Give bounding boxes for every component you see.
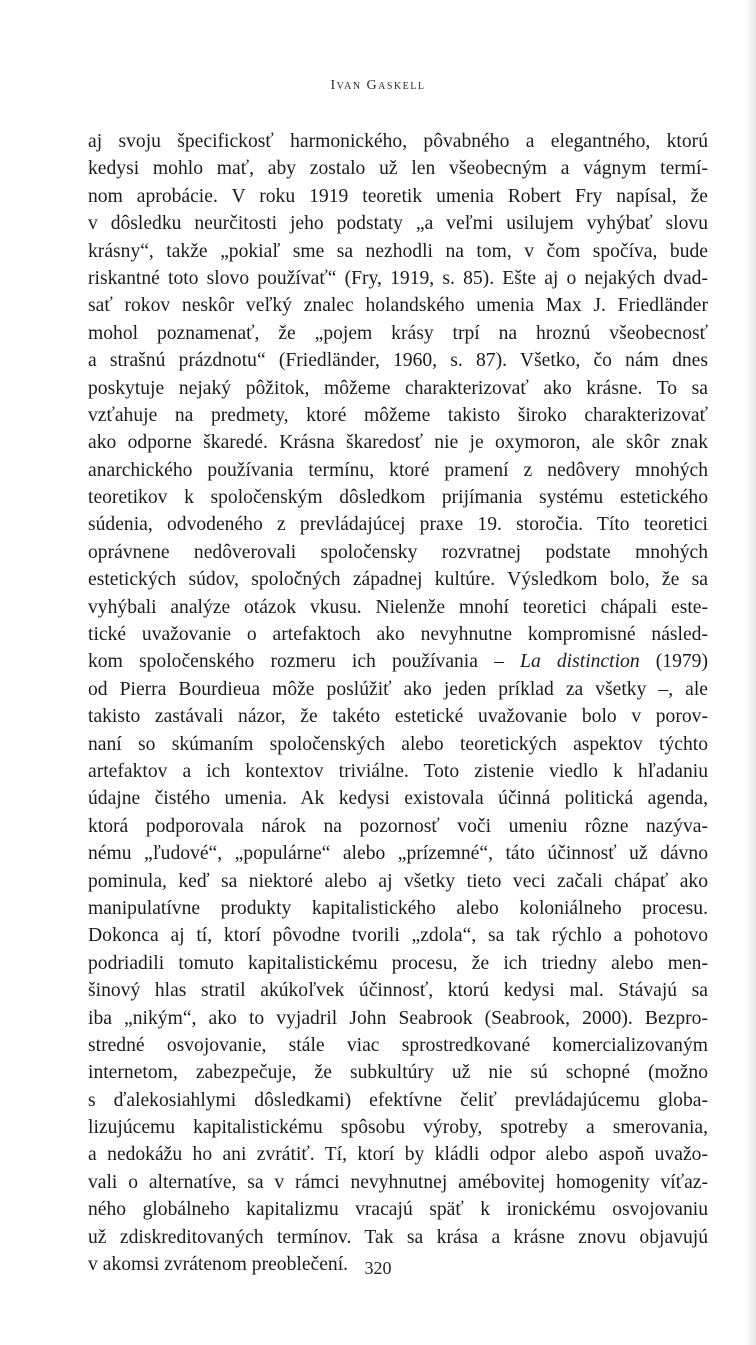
text-line: pominula, keď sa niektoré alebo aj všetky tieto veci začali chápať ako	[88, 870, 708, 892]
text-line: estetických súdov, spoločných západnej kultúre. Výsledkom bolo, že sa	[88, 569, 708, 591]
text-line: sať rokov neskôr veľký znalec holandského umenia Max J. Friedländer	[88, 295, 708, 317]
text-line: s ďalekosiahlymi dôsledkami) efektívne čeliť prevládajúcemu globa-	[88, 1089, 708, 1111]
text-line: podriadili tomuto kapitalistickému procesu, že ich triedny alebo men-	[88, 952, 708, 974]
text-line: internetom, zabezpečuje, že subkultúry už nie sú schopné (možno	[88, 1062, 708, 1084]
text-line: naní so skúmaním spoločenských alebo teoretických aspektov týchto	[88, 733, 708, 755]
text-line: teoretikov k spoločenským dôsledkom prijímania systému estetického	[88, 487, 708, 509]
text-line: riskantné toto slovo používať“ (Fry, 1919, s. 85). Ešte aj o nejakých dvad-	[88, 267, 708, 289]
text-line: údajne čistého umenia. Ak kedysi existovala účinná politická agenda,	[88, 788, 708, 810]
text-line: iba „nikým“, ako to vyjadril John Seabrook (Seabrook, 2000). Bezpro-	[88, 1007, 708, 1029]
text-line: poskytuje nejaký pôžitok, môžeme charakterizovať ako krásne. To sa	[88, 377, 708, 399]
page-number: 320	[364, 1258, 392, 1278]
text-line: artefaktov a ich kontextov triviálne. Toto zistenie viedlo k hľadaniu	[88, 760, 708, 782]
text-line: tické uvažovanie o artefaktoch ako nevyhnutne kompromisné násled-	[88, 624, 708, 646]
page-edge-shadow	[746, 0, 756, 1345]
body-text	[88, 128, 708, 1278]
text-line: šinový hlas stratil akúkoľvek účinnosť, ktorú kedysi mal. Stávajú sa	[88, 980, 708, 1002]
text-line: ného globálneho kapitalizmu vracajú späť k ironickému osvojovaniu	[88, 1199, 708, 1221]
text-line: ktorá podporovala nárok na pozornosť voči umeniu rôzne nazýva-	[88, 815, 708, 837]
text-line: manipulatívne produkty kapitalistického alebo koloniálneho procesu.	[88, 897, 708, 919]
text-line: stredné osvojovanie, stále viac sprostredkované komercializovaným	[88, 1034, 708, 1056]
text-line: ako odporne škaredé. Krásna škaredosť nie je oxymoron, ale skôr znak	[88, 432, 708, 454]
text-line: v dôsledku neurčitosti jeho podstaty „a veľmi usilujem vyhýbať slovu	[88, 213, 708, 235]
text-line: vyhýbali analýze otázok vkusu. Nielenže mnohí teoretici chápali este-	[88, 596, 708, 618]
text-line: oprávnene nedôverovali spoločensky rozvratnej podstate mnohých	[88, 541, 708, 563]
text-line: aj svoju špecifickosť harmonického, pôvabného a elegantného, ktorú	[88, 131, 708, 152]
text-line: od Pierra Bourdieua môže poslúžiť ako jeden príklad za všetky –, ale	[88, 678, 708, 700]
text-line: nom aprobácie. V roku 1919 teoretik umenia Robert Fry napísal, že	[88, 185, 708, 207]
text-line: vali o alternatíve, sa v rámci nevyhnutnej amébovitej homogenity víťaz-	[88, 1171, 708, 1193]
text-line: Dokonca aj tí, ktorí pôvodne tvorili „zdola“, sa tak rýchlo a pohotovo	[88, 925, 708, 947]
text-line: v akomsi zvrátenom preoblečení.	[88, 1254, 349, 1276]
book-title-italic: La distinction	[520, 651, 640, 673]
text-line: takisto zastávali názor, že takéto estetické uvažovanie bolo v porov-	[88, 706, 708, 728]
text-line: súdenia, odvodeného z prevládajúcej praxe 19. storočia. Títo teoretici	[88, 514, 708, 536]
text-line: krásny“, takže „pokiaľ sme sa nezhodli na tom, v čom spočíva, bude	[88, 240, 708, 262]
running-head-author: Ivan Gaskell	[330, 78, 426, 93]
text-line: kom spoločenského rozmeru ich používania – La distinction (1979)	[88, 651, 708, 673]
text-line: a strašnú prázdnotu“ (Friedländer, 1960, s. 87). Všetko, čo nám dnes	[88, 350, 708, 372]
text-line: anarchického používania termínu, ktoré pramení z nedôvery mnohých	[88, 459, 708, 481]
text-line: už zdiskreditovaných termínov. Tak sa krása a krásne znovu objavujú	[88, 1226, 708, 1248]
text-line: lizujúcemu kapitalistickému spôsobu výroby, spotreby a smerovania,	[88, 1117, 708, 1139]
text-line: kedysi mohlo mať, aby zostalo už len všeobecným a vágnym termí-	[88, 158, 708, 180]
text-line: mohol poznamenať, že „pojem krásy trpí na hroznú všeobecnosť	[88, 322, 708, 344]
text-line: nému „ľudové“, „populárne“ alebo „prízemné“, táto účinnosť už dávno	[88, 843, 708, 865]
text-line: vzťahuje na predmety, ktoré môžeme takisto široko charakterizovať	[88, 404, 708, 426]
text-line: a nedokážu ho ani zvrátiť. Tí, ktorí by kládli odpor alebo aspoň uvažo-	[88, 1144, 708, 1166]
